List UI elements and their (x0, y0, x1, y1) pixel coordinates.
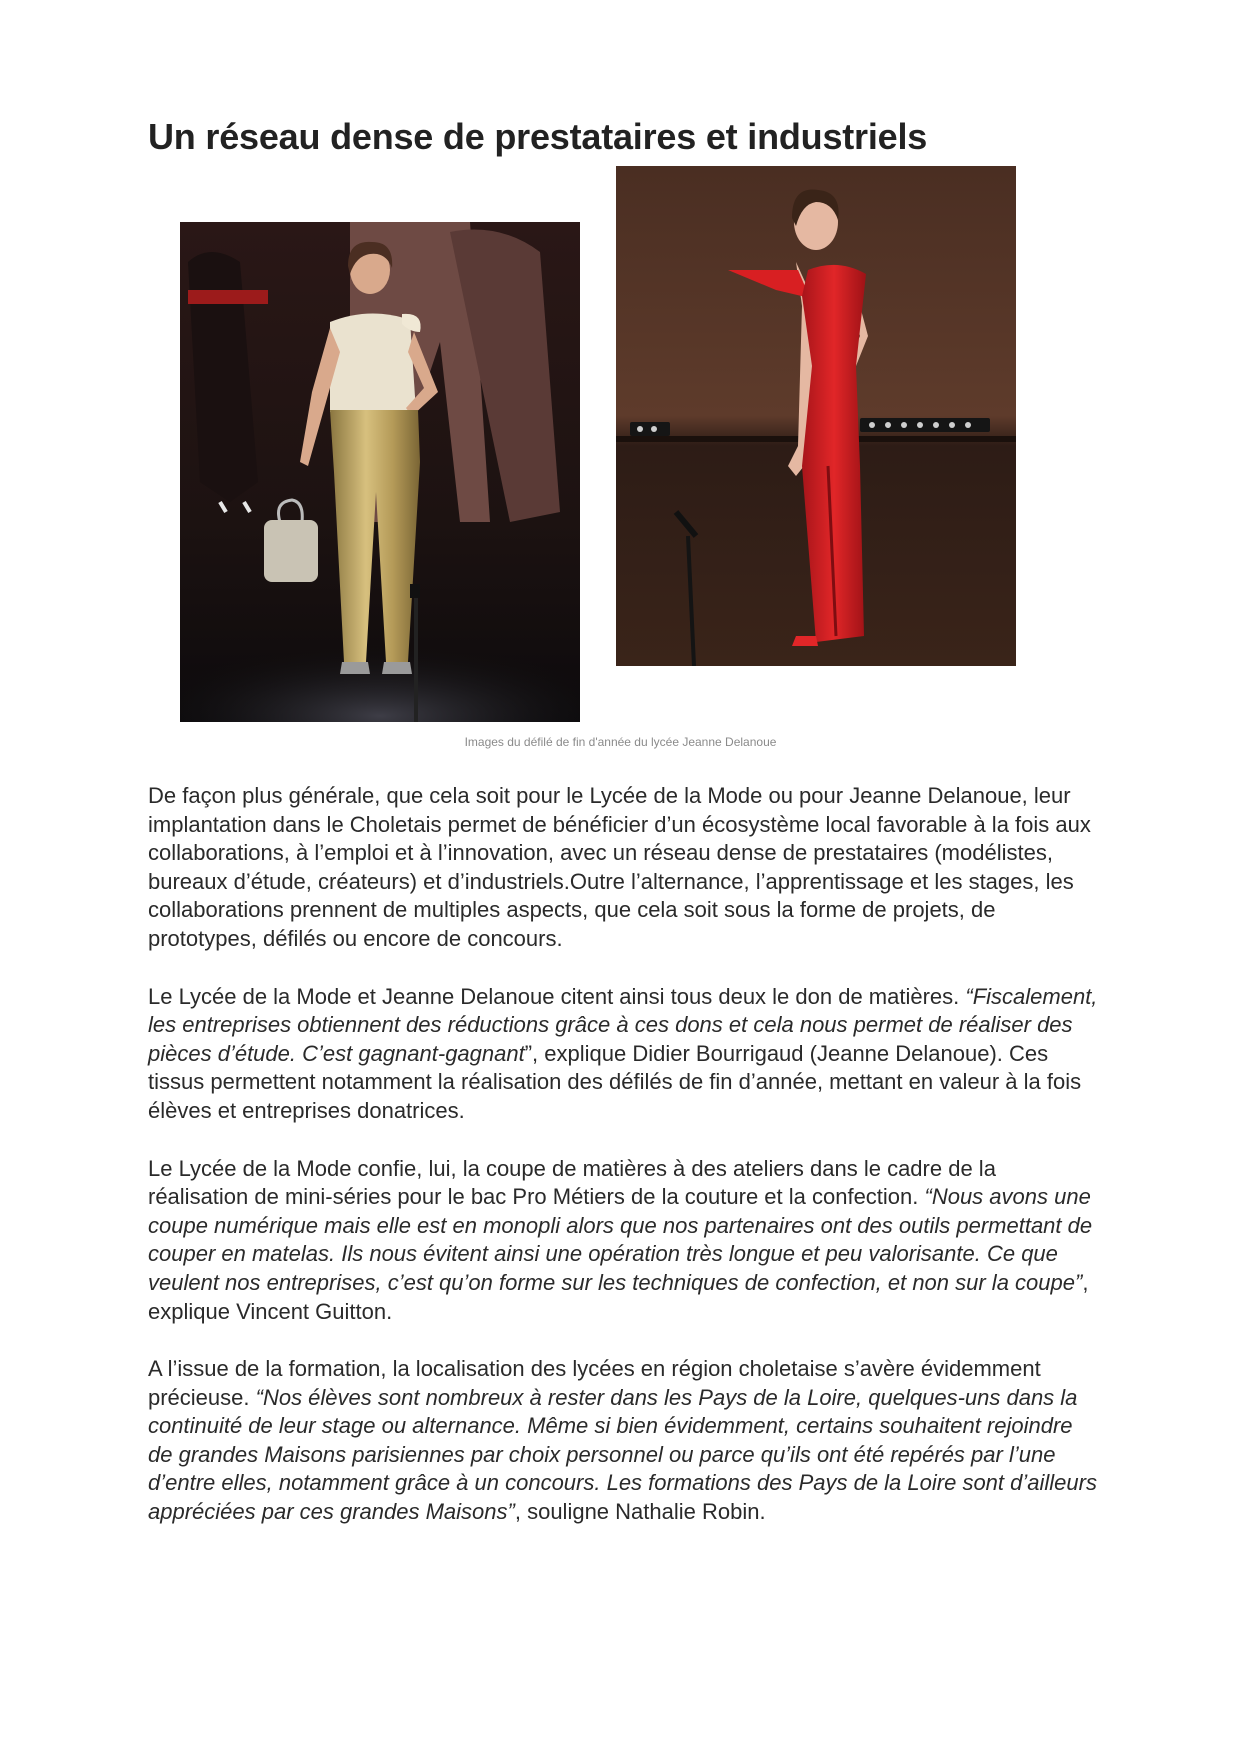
paragraph-3-quote: “Nous avons une coupe numérique mais elle est en monopli alors que nos partenaires ont des outils permettant de couper en matelas. Ils nous évitent ainsi une opération très longue et peu valorisante. Ce que veulent nos entreprises, c’est qu’on forme sur les techniques de confection, et non sur la coupe” (148, 1184, 1093, 1295)
paragraph-2 (148, 983, 1098, 1126)
photo-caption: Images du défilé de fin d'année du lycée Jeanne Delanoue (464, 735, 777, 749)
runway-photo-red-gown-drawing (616, 166, 1016, 666)
paragraph-4-outro: , souligne Nathalie Robin. (514, 1499, 766, 1525)
runway-photo-gold-outfit (180, 222, 580, 722)
runway-photo-gold-outfit-drawing (180, 222, 580, 722)
paragraph-1 (148, 782, 1098, 954)
paragraph-2-intro: Le Lycée de la Mode et Jeanne Delanoue citent ainsi tous deux le don de matières. (148, 983, 966, 1009)
paragraph-4 (148, 1355, 1098, 1527)
article-title: Un réseau dense de prestataires et industriels (148, 116, 928, 157)
paragraph-3-outro: , explique Vincent Guitton. (148, 1269, 1089, 1324)
paragraph-2-quote: “Fiscalement, les entreprises obtiennent des réductions grâce à ces dons et cela nous permet de réaliser des pièces d’étude. C’est gagnant-gagnant (148, 983, 1098, 1066)
paragraph-4-quote: “Nos élèves sont nombreux à rester dans les Pays de la Loire, quelques-uns dans la continuité de leur stage ou alternance. Même si bien évidemment, certains souhaitent rejoindre de grandes Maisons parisiennes par choix personnel ou parce qu’ils ont été repérés par l’une d’entre elles, notamment grâce à un concours. Les formations des Pays de la Loire sont d’ailleurs appréciées par ces grandes Maisons” (148, 1384, 1097, 1525)
paragraph-1-text: De façon plus générale, que cela soit pour le Lycée de la Mode ou pour Jeanne Delanoue, leur implantation dans le Choletais permet de bénéficier d’un écosystème local favorable à la fois aux collaborations, à l’emploi et à l’innovation, avec un réseau dense de prestataires (modélistes, bureaux d’étude, créateurs) et d’industriels.Outre l’alternance, l’apprentissage et les stages, les collaborations prennent de multiples aspects, que cela soit sous la forme de projets, de prototypes, défilés ou encore de concours. (148, 783, 1091, 951)
paragraph-2-outro: ”, explique Didier Bourrigaud (Jeanne Delanoue). Ces tissus permettent notamment la réalisation des défilés de fin d’année, mettant en valeur à la fois élèves et entreprises donatrices. (148, 1040, 1082, 1123)
paragraph-3 (148, 1155, 1098, 1327)
paragraph-3-intro: Le Lycée de la Mode confie, lui, la coupe de matières à des ateliers dans le cadre de la réalisation de mini-séries pour le bac Pro Métiers de la couture et la confection. (148, 1155, 996, 1210)
paragraph-4-intro: A l’issue de la formation, la localisation des lycées en région choletaise s’avère évidemment précieuse. (148, 1356, 1041, 1410)
runway-photo-red-gown (616, 166, 1016, 666)
article-body (148, 782, 1098, 1556)
